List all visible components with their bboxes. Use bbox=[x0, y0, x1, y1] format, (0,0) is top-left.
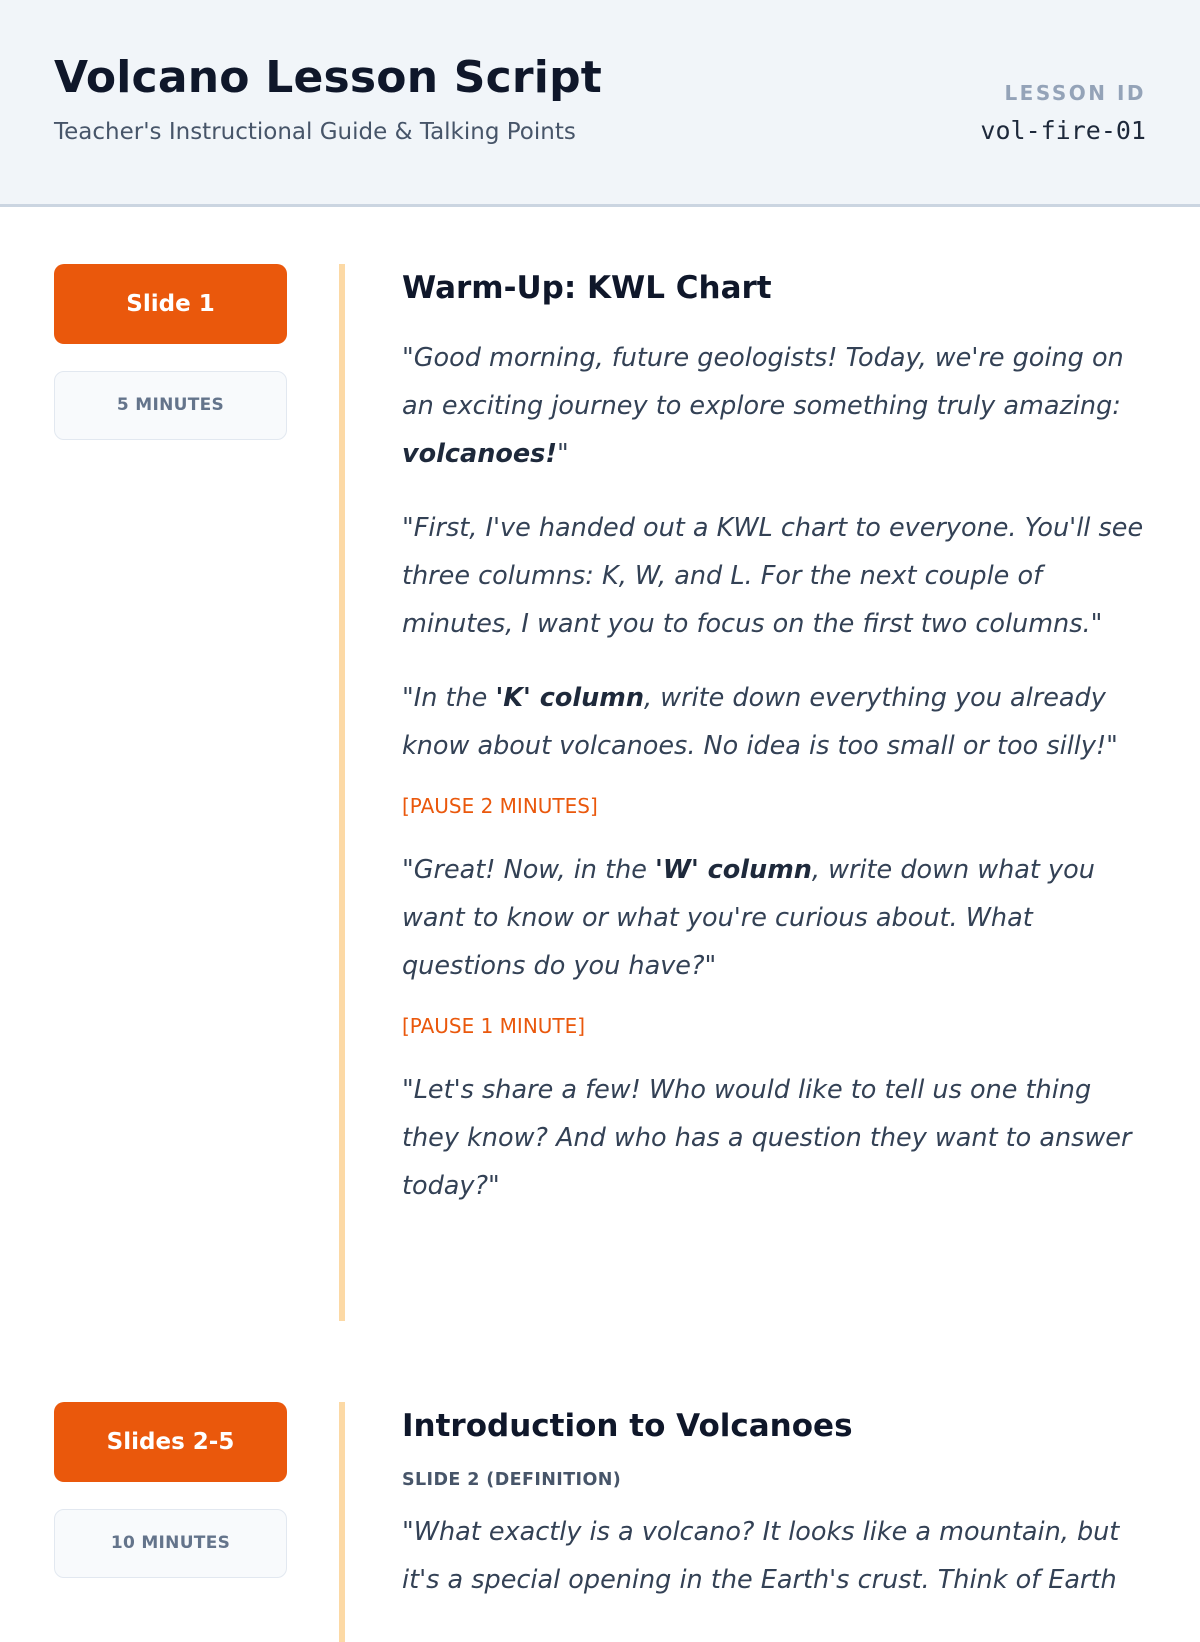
section-divider bbox=[339, 264, 345, 1321]
script-paragraph: "What exactly is a volcano? It looks like a mountain, but it's a special opening in the Earth's crust. Think of Earth bbox=[402, 1517, 1120, 1595]
emphasis-text: 'K' column bbox=[495, 683, 644, 713]
lesson-id-value: vol-fire-01 bbox=[980, 116, 1146, 145]
lesson-id-label: LESSON ID bbox=[1004, 81, 1146, 105]
pause-cue: [PAUSE 2 MINUTES] bbox=[402, 794, 598, 818]
script-paragraph: "Great! Now, in the 'W' column, write down what you want to know or what you're curious about. What questions do you have?" bbox=[402, 855, 1095, 981]
script-paragraph: "Good morning, future geologists! Today, we're going on an exciting journey to explore something truly amazing: volcanoes!" bbox=[402, 343, 1124, 469]
pause-cue: [PAUSE 1 MINUTE] bbox=[402, 1014, 586, 1038]
lesson-section-warm-up bbox=[54, 264, 1146, 1321]
slide-subheading: SLIDE 2 (DEFINITION) bbox=[402, 1470, 622, 1490]
page-title: Volcano Lesson Script bbox=[54, 52, 603, 103]
section-title: Introduction to Volcanoes bbox=[402, 1408, 853, 1444]
emphasis-text: 'W' column bbox=[655, 855, 812, 885]
script-paragraph: "Let's share a few! Who would like to tell us one thing they know? And who has a question they want to answer today?" bbox=[402, 1075, 1132, 1201]
duration-badge: 5 MINUTES bbox=[54, 371, 287, 440]
section-content bbox=[402, 264, 1146, 1210]
slide-badge: Slides 2-5 bbox=[54, 1402, 287, 1482]
duration-badge: 10 MINUTES bbox=[54, 1509, 287, 1578]
section-divider bbox=[339, 1402, 345, 1642]
emphasis-text: volcanoes! bbox=[402, 439, 557, 469]
slide-badge: Slide 1 bbox=[54, 264, 287, 344]
script-paragraph: "In the 'K' column, write down everything you already know about volcanoes. No idea is too small or too silly!" bbox=[402, 683, 1118, 761]
script-paragraph: "First, I've handed out a KWL chart to everyone. You'll see three columns: K, W, and L. For the next couple of minutes, I want you to focus on the first two columns." bbox=[402, 513, 1144, 639]
page-header bbox=[0, 0, 1200, 207]
section-title: Warm-Up: KWL Chart bbox=[402, 270, 772, 306]
lesson-section-introduction bbox=[54, 1402, 1146, 1642]
page-subtitle: Teacher's Instructional Guide & Talking Points bbox=[54, 119, 576, 145]
section-content bbox=[402, 1402, 1146, 1604]
